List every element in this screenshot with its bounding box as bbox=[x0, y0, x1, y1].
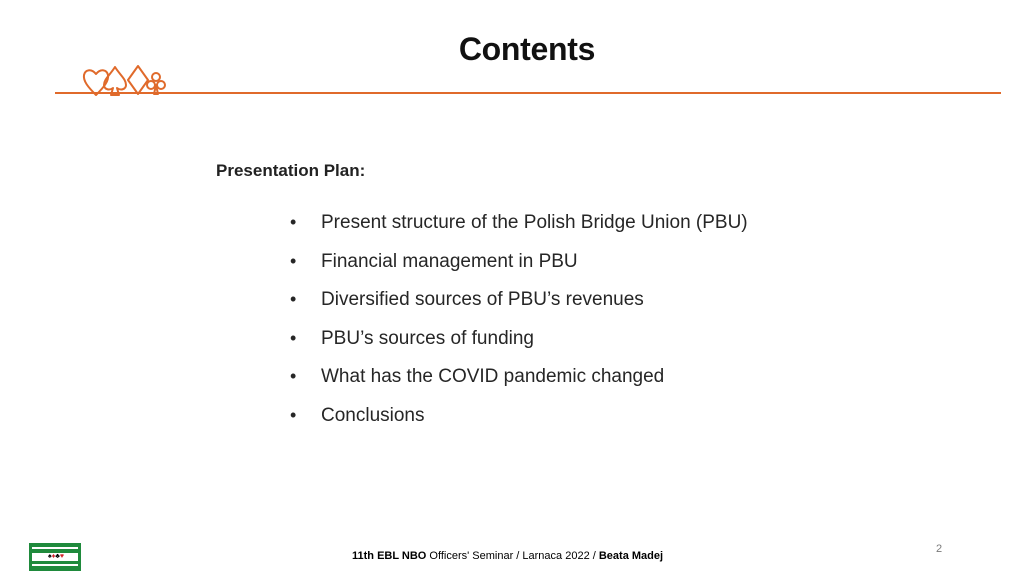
list-item bbox=[290, 328, 748, 367]
logo-stripe bbox=[32, 564, 78, 566]
list-item-text: Financial management in PBU bbox=[321, 250, 578, 272]
list-item bbox=[290, 405, 748, 444]
footer-event-rest: Officers' Seminar / Larnaca 2022 / bbox=[426, 550, 599, 562]
list-item-text: Present structure of the Polish Bridge Union (PBU) bbox=[321, 212, 748, 233]
list-item-text: Diversified sources of PBU’s revenues bbox=[321, 289, 644, 310]
list-item-text: What has the COVID pandemic changed bbox=[321, 366, 665, 387]
list-item bbox=[290, 212, 748, 251]
list-item bbox=[290, 289, 748, 328]
footer-author: Beata Madej bbox=[598, 550, 664, 562]
header-divider bbox=[55, 92, 1001, 94]
logo-stripe bbox=[32, 547, 78, 549]
bullet: • bbox=[290, 289, 297, 309]
footer-text bbox=[352, 550, 663, 562]
list-item-text: Conclusions bbox=[321, 404, 425, 426]
plan-list bbox=[290, 212, 748, 443]
bullet: • bbox=[290, 366, 297, 386]
footer-event: 11th EBL NBO bbox=[352, 550, 427, 562]
bullet: • bbox=[290, 327, 297, 348]
list-item bbox=[290, 366, 748, 405]
ebl-flag-suits-icon bbox=[29, 543, 81, 571]
page-number: 2 bbox=[936, 543, 943, 555]
bullet: • bbox=[290, 212, 297, 232]
slide-title: Contents bbox=[458, 31, 596, 67]
plan-heading: Presentation Plan: bbox=[216, 161, 366, 180]
list-item-text: PBU’s sources of funding bbox=[321, 327, 534, 349]
list-item bbox=[290, 251, 748, 290]
logo-suits: ♠♦♣♥ bbox=[48, 553, 65, 560]
bullet: • bbox=[290, 250, 297, 271]
bullet: • bbox=[290, 404, 297, 425]
